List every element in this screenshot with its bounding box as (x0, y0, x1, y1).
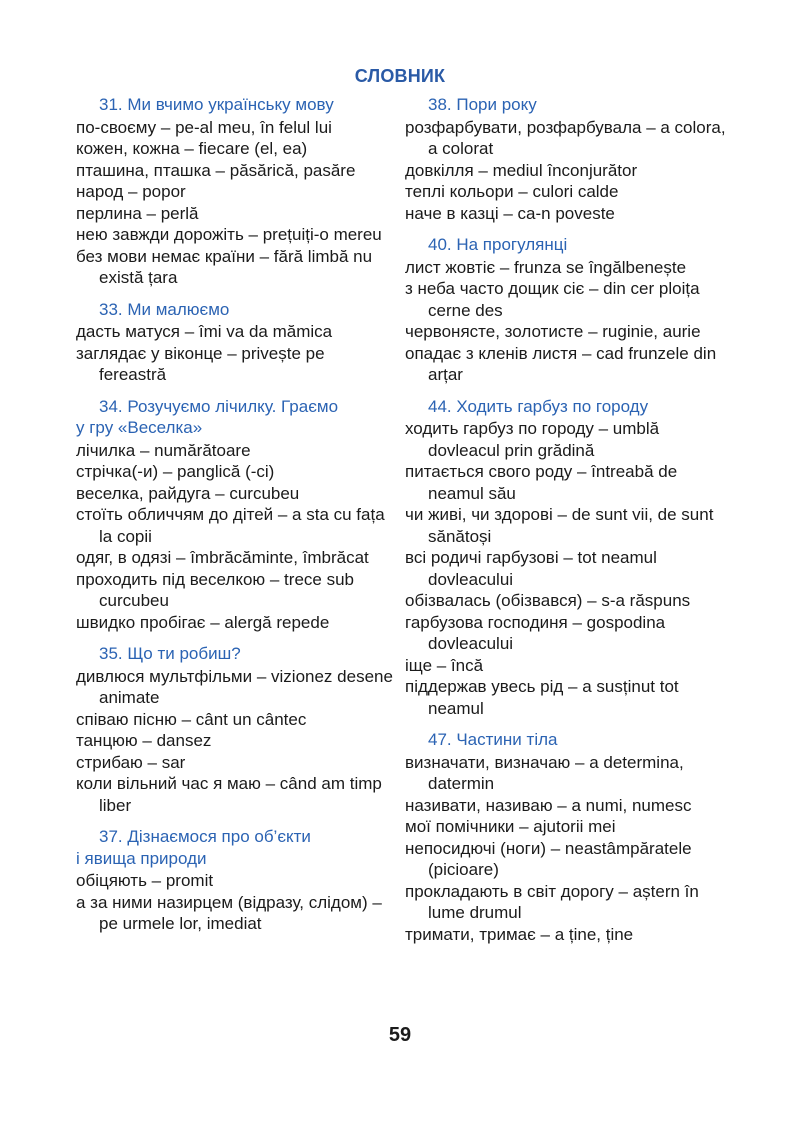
vocabulary-entry: тримати, тримає – a ține, ține (405, 924, 634, 944)
vocabulary-entry: червонясте, золотисте – ruginie, aurie (405, 322, 701, 341)
page-title: СЛОВНИК (354, 66, 446, 86)
section-heading (405, 234, 735, 256)
right-column (405, 94, 735, 955)
vocabulary-section (405, 729, 735, 945)
vocabulary-entry: кожен, кожна – fiecare (el, ea) (76, 139, 308, 158)
vocabulary-section (405, 396, 735, 720)
vocabulary-entry: називати, називаю – a numi, numesc (405, 795, 692, 815)
section-heading-text: 33. Ми малюємо (99, 299, 230, 319)
section-heading-text: 40. На прогулянці (428, 235, 568, 254)
vocabulary-entry: довкілля – mediul înconjurător (405, 160, 638, 180)
vocabulary-entry: іще – încă (405, 655, 484, 675)
section-heading-continued: у гру «Веселка» (76, 418, 203, 437)
section-heading (76, 826, 396, 869)
section-heading (405, 94, 735, 116)
vocabulary-entry: з неба часто дощик сіє – din cer ploița cerne des (405, 279, 700, 320)
vocabulary-entry: питається свого роду – întreabă de neamul său (405, 462, 678, 503)
section-heading-text: 37. Дізнаємося про об’єкти (99, 827, 311, 846)
vocabulary-entry: дивлюся мультфільми – vizionez desene animate (76, 666, 393, 707)
vocabulary-entry: наче в казці – ca-n poveste (405, 203, 615, 223)
vocabulary-entry: швидко пробігає – alergă repede (76, 612, 330, 632)
vocabulary-entry: нею завжди дорожіть – prețuiți-o mereu (76, 225, 382, 244)
vocabulary-entry: лічилка – numărătoare (76, 440, 251, 460)
vocabulary-entry: стрибаю – sar (76, 752, 186, 772)
section-heading-text: 47. Частини тіла (428, 730, 558, 749)
section-heading (76, 94, 396, 116)
vocabulary-entry: стрічка(-и) – panglică (-ci) (76, 462, 275, 481)
vocabulary-entry: визначати, визначаю – a determina, datermin (405, 752, 684, 793)
vocabulary-entry: обіцяють – promit (76, 871, 214, 890)
vocabulary-entry: опадає з кленів листя – cad frunzele din arțar (405, 343, 717, 384)
section-heading-text: 34. Розучуємо лічилку. Граємо (99, 396, 339, 416)
section-heading-text: 44. Ходить гарбуз по городу (428, 396, 649, 416)
vocabulary-entry: танцюю – dansez (76, 731, 212, 750)
vocabulary-entry: заглядає у віконце – privește pe fereastră (76, 343, 325, 384)
vocabulary-section (76, 94, 396, 289)
left-column (76, 94, 396, 945)
vocabulary-entry: обізвалась (обізвався) – s-a răspuns (405, 591, 691, 610)
section-heading-continued: і явища природи (76, 848, 207, 868)
vocabulary-entry: піддержав увесь рід – a susținut tot neamul (405, 677, 679, 718)
vocabulary-entry: мої помічники – ajutorii mei (405, 817, 616, 836)
vocabulary-entry: ходить гарбуз по городу – umblă dovleacul prin grădină (405, 419, 660, 460)
section-heading-text: 38. Пори року (428, 95, 537, 114)
vocabulary-entry: пташина, пташка – păsărică, pasăre (76, 160, 356, 180)
vocabulary-section (76, 826, 396, 935)
vocabulary-entry: лист жовтіє – frunza se îngălbenește (405, 257, 687, 277)
vocabulary-entry: одяг, в одязі – îmbrăcăminte, îmbrăcat (76, 548, 369, 567)
vocabulary-entry: непосидючі (ноги) – neastâmpăratele (picioare) (405, 838, 692, 879)
vocabulary-entry: теплі кольори – culori calde (405, 182, 619, 201)
vocabulary-entry: а за ними назирцем (відразу, слідом) – pe urmele lor, imediat (76, 892, 382, 933)
vocabulary-entry: коли вільний час я маю – când am timp liber (76, 774, 382, 815)
section-heading (76, 396, 396, 439)
section-heading (76, 643, 396, 665)
vocabulary-entry: по-своєму – pe-al meu, în felul lui (76, 117, 332, 137)
vocabulary-entry: веселка, райдуга – curcubeu (76, 483, 300, 503)
vocabulary-section (76, 643, 396, 816)
vocabulary-section (76, 299, 396, 386)
vocabulary-entry: прокладають в світ дорогу – aștern în lume drumul (405, 881, 699, 922)
vocabulary-entry: всі родичі гарбузові – tot neamul dovleacului (405, 548, 657, 589)
vocabulary-entry: без мови немає країни – fără limbă nu există țara (76, 246, 373, 287)
vocabulary-entry: чи живі, чи здорові – de sunt vii, de sunt sănătoși (405, 505, 714, 546)
section-heading-text: 31. Ми вчимо українську мову (99, 95, 334, 114)
section-heading-text: 35. Що ти робиш? (99, 644, 241, 663)
vocabulary-section (405, 94, 735, 224)
section-heading (405, 396, 735, 418)
vocabulary-entry: перлина – perlă (76, 203, 199, 223)
page-number: 59 (388, 1024, 412, 1046)
vocabulary-entry: гарбузова господиня – gospodina dovleacului (405, 612, 666, 653)
vocabulary-entry: народ – popor (76, 182, 186, 201)
vocabulary-section (405, 234, 735, 386)
section-heading (405, 729, 735, 751)
vocabulary-entry: стоїть обличчям до дітей – a sta cu fața la copii (76, 505, 385, 546)
vocabulary-section (76, 396, 396, 634)
vocabulary-entry: розфарбувати, розфарбувала – a colora, a colorat (405, 117, 726, 158)
vocabulary-entry: проходить під веселкою – trece sub curcubeu (76, 569, 354, 610)
vocabulary-entry: співаю пісню – cânt un cântec (76, 709, 307, 729)
vocabulary-entry: дасть матуся – îmi va da mămica (76, 322, 333, 341)
section-heading (76, 299, 396, 321)
